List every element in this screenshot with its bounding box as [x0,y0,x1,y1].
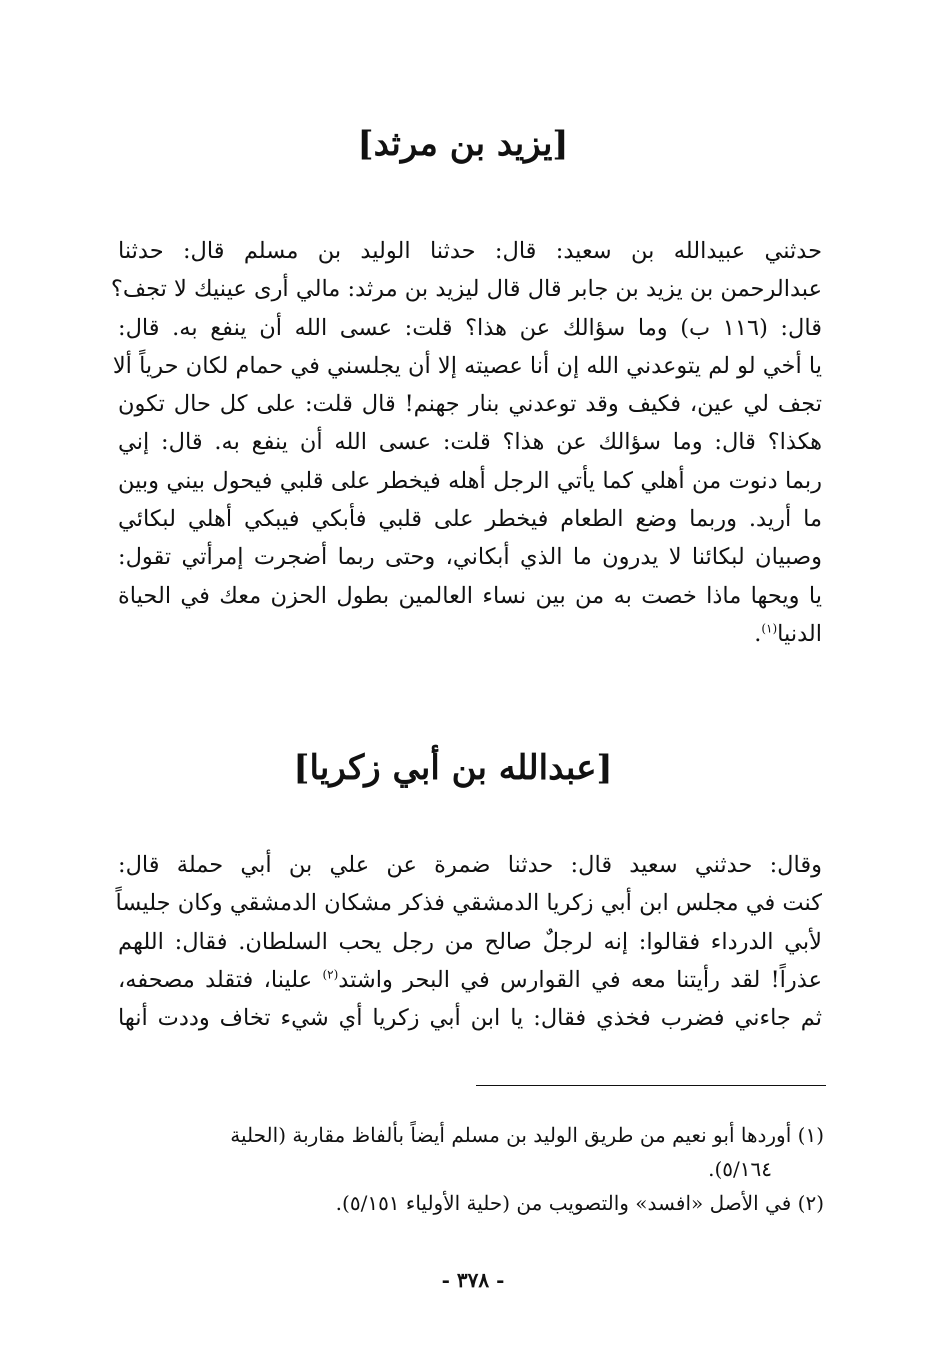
text-line: قال: (١١٦ ب) وما سؤالك عن هذا؟ قلت: عسى الله أن ينفع به. قال: [118,314,822,341]
footnote-line: (١) أوردها أبو نعيم من طريق الوليد بن مسلم أيضاً بألفاظ مقاربة (الحلية [230,1123,824,1147]
text-line: ثم جاءني فضرب فخذي فقال: يا ابن أبي زكريا أي شيء تخاف وددت أنها [118,1005,822,1032]
text-fragment: الدنيا [777,620,822,647]
text-line [118,961,822,999]
text-line: وصبيان لبكائنا لا يدرون ما الذي أبكاني، وحتى ربما أضجرت إمرأتي تقول: [118,544,822,571]
text-line: هكذا؟ قال: وما سؤالك عن هذا؟ قلت: عسى الله أن ينفع به. قال: إني [118,429,822,456]
footnote-divider [476,1085,826,1086]
text-line: كنت في مجلس ابن أبي زكريا الدمشقي فذكر مشكان الدمشقي وكان جليساً [115,890,822,917]
text-line: عبدالرحمن بن يزيد بن جابر قال قال ليزيد بن مرثد: مالي أرى عينيك لا تجف؟ [110,276,822,303]
text-line: ربما دنوت من أهلي كما يأتي الرجل أهله فيخطر على قلبي فيحول بيني وبين [118,467,822,494]
text-line: يا ويحها ماذا خصت به من بين نساء العالمين بطول الحزن معك في الحياة [118,582,822,609]
section-body-yazid-ibn-marthad [110,232,822,653]
text-line [118,615,822,653]
text-fragment: عذراً! لقد رأيتنا معه في القوارس في البحر واشتد [338,966,822,993]
section-heading-abdullah-ibn-abi-zakariya: [عبدالله بن أبي زكريا] [293,748,613,788]
text-fragment: علينا، فتقلد مصحفه، [118,966,323,993]
text-line: يا أخي لو لم يتوعدني الله إن أنا عصيته إلا أن يجلسني في حمام لكان حرياً ألا [112,352,822,379]
footnote-reference-1[interactable]: (١) [761,621,778,636]
footnotes [122,1118,824,1220]
text-line: لأبي الدرداء فقالوا: إنه لرجلٌ صالح من رجل يحب السلطان. فقال: اللهم [118,928,822,955]
section-body-abdullah-ibn-abi-zakariya [115,846,822,1037]
text-fragment: . [754,620,762,647]
section-heading-yazid-ibn-marthad: [يزيد بن مرثد] [357,124,569,164]
text-line: وقال: حدثني سعيد قال: حدثنا ضمرة عن علي بن أبي حملة قال: [118,852,822,878]
footnote-2: (٢) في الأصل «افسد» والتصويب من (حلية الأولياء ٥/١٥١). [335,1191,824,1215]
footnote-1 [122,1118,824,1186]
footnote-reference-2[interactable]: (٢) [322,967,339,982]
page-number: - ٣٧٨ - [441,1268,505,1292]
text-line: تجف لي عين، فكيف وقد توعدني بنار جهنم! قال قلت: على كل حال تكون [118,391,822,418]
footnote-line: ٥/١٦٤). [708,1157,772,1181]
text-line: ما أريد. وربما وضع الطعام فيخطر على قلبي فأبكي فيبكي أهلي لبكائي [118,506,822,533]
text-line: حدثني عبيدالله بن سعيد: قال: حدثنا الوليد بن مسلم قال: حدثنا [118,238,822,264]
